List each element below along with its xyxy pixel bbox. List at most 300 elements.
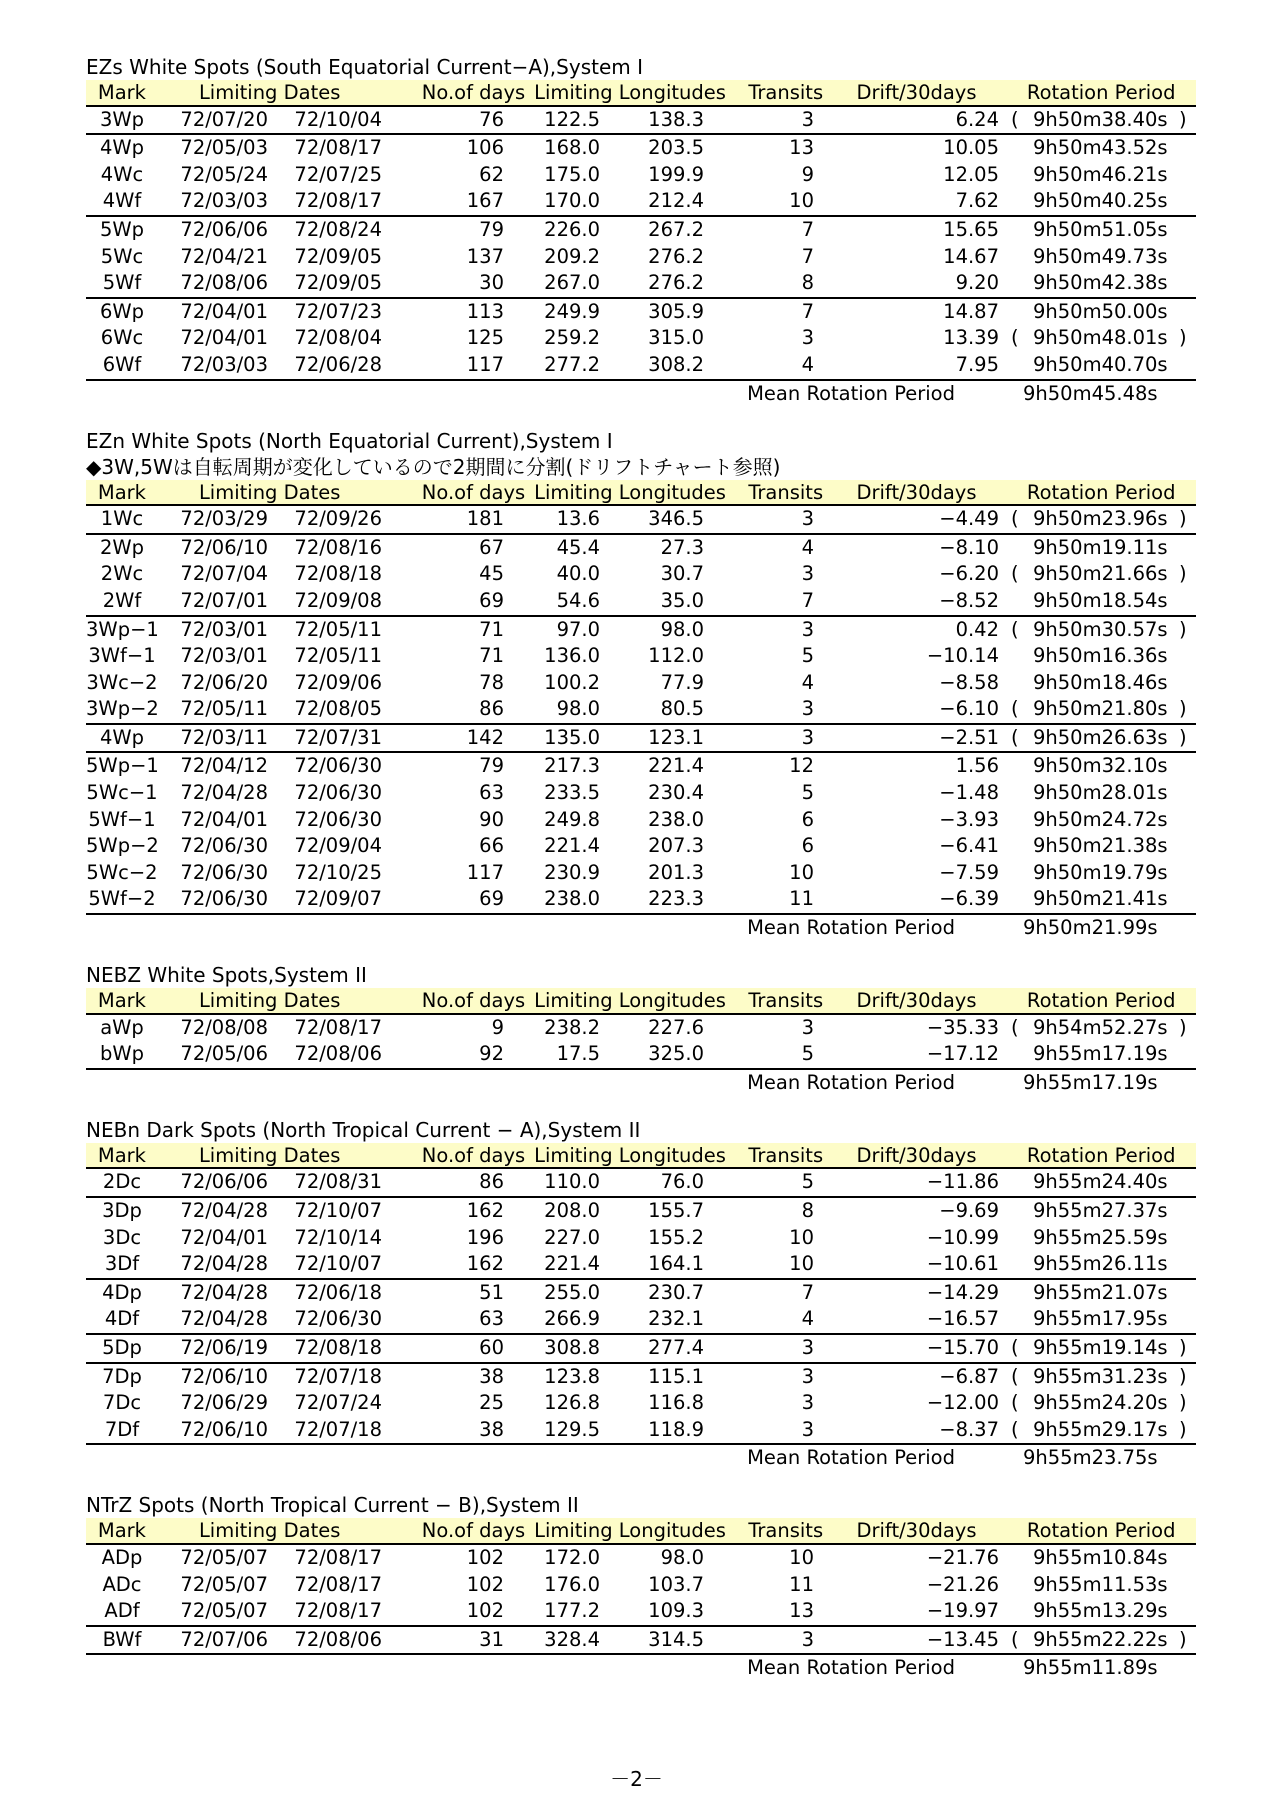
- cell-drift: 10.05: [943, 136, 999, 160]
- table-section: [86, 962, 1196, 1096]
- table-row: [86, 1362, 1196, 1391]
- table-row: [86, 107, 1196, 134]
- header-mark: Mark: [97, 480, 146, 504]
- cell-start-longitude: 221.4: [544, 834, 600, 858]
- cell-drift: −14.29: [926, 1280, 999, 1304]
- table-row: [86, 1417, 1196, 1446]
- cell-start-longitude: 259.2: [544, 326, 600, 350]
- cell-start-longitude: 110.0: [544, 1170, 600, 1194]
- mean-rotation-label: Mean Rotation Period: [747, 1656, 955, 1680]
- cell-mark: 3Wf−1: [88, 644, 156, 668]
- rotation-period-value: 9h55m11.53s: [1033, 1572, 1168, 1596]
- cell-start-date: 72/08/08: [180, 1015, 268, 1039]
- cell-start-date: 72/06/06: [180, 217, 268, 241]
- cell-days: 86: [479, 697, 504, 721]
- header-limiting-dates: Limiting Dates: [198, 81, 341, 104]
- rotation-period-value: 9h55m26.11s: [1033, 1252, 1168, 1276]
- header-limiting-dates: Limiting Dates: [198, 989, 341, 1013]
- cell-rotation-period: [999, 643, 1196, 670]
- cell-end-date: 72/06/30: [294, 1307, 382, 1331]
- section-title: NTrZ Spots (North Tropical Current − B),System II: [86, 1493, 579, 1518]
- header-drift: Drift/30days: [856, 1143, 977, 1167]
- cell-end-date: 72/08/06: [294, 1627, 382, 1651]
- cell-end-date: 72/09/06: [294, 670, 382, 694]
- paren-close: ): [1179, 507, 1187, 531]
- cell-mark: 3Dc: [102, 1225, 142, 1249]
- table-row: [86, 1625, 1196, 1656]
- paren-close: ): [1179, 725, 1187, 749]
- header-transits: Transits: [748, 1143, 824, 1167]
- cell-transits: 3: [801, 562, 814, 586]
- section-title: EZs White Spots (South Equatorial Current−A),System I: [86, 55, 644, 79]
- cell-days: 38: [479, 1364, 504, 1388]
- cell-days: 66: [479, 834, 504, 858]
- cell-drift: −10.14: [926, 644, 999, 668]
- paren-close: ): [1179, 1335, 1187, 1359]
- cell-mark: 6Wc: [100, 326, 144, 350]
- table-row: [86, 1598, 1196, 1625]
- cell-end-longitude: 230.7: [648, 1280, 704, 1304]
- cell-end-longitude: 276.2: [648, 244, 704, 268]
- cell-transits: 3: [801, 326, 814, 350]
- cell-start-longitude: 136.0: [544, 644, 600, 668]
- cell-transits: 13: [789, 136, 814, 160]
- cell-drift: −21.76: [926, 1545, 999, 1569]
- cell-start-date: 72/06/06: [180, 1170, 268, 1194]
- cell-rotation-period: [999, 1015, 1196, 1042]
- cell-days: 167: [466, 189, 504, 213]
- cell-end-longitude: 212.4: [648, 189, 704, 213]
- cell-start-longitude: 308.8: [544, 1335, 600, 1359]
- paren-open: (: [1011, 507, 1019, 531]
- cell-end-date: 72/08/17: [294, 1015, 382, 1039]
- cell-rotation-period: [999, 325, 1196, 352]
- header-rotation-period: Rotation Period: [1026, 81, 1176, 104]
- cell-start-longitude: 209.2: [544, 244, 600, 268]
- cell-days: 51: [479, 1280, 504, 1304]
- rotation-period-value: 9h50m43.52s: [1033, 136, 1168, 160]
- cell-transits: 13: [789, 1599, 814, 1623]
- rotation-period-value: 9h55m27.37s: [1033, 1199, 1168, 1222]
- cell-transits: 10: [789, 1545, 814, 1569]
- cell-start-longitude: 45.4: [556, 535, 600, 559]
- cell-mark: 4Wf: [102, 189, 142, 213]
- cell-mark: 7Dp: [102, 1364, 142, 1388]
- cell-end-longitude: 267.2: [648, 217, 704, 241]
- cell-transits: 5: [801, 1042, 814, 1066]
- cell-transits: 7: [801, 1280, 814, 1304]
- cell-end-longitude: 35.0: [660, 588, 704, 612]
- cell-start-longitude: 40.0: [556, 562, 600, 586]
- cell-end-longitude: 138.3: [648, 107, 704, 131]
- cell-rotation-period: [999, 696, 1196, 723]
- paren-close: ): [1179, 1364, 1187, 1388]
- cell-start-longitude: 249.8: [544, 807, 600, 831]
- mean-rotation-value: 9h55m11.89s: [1023, 1656, 1158, 1680]
- header-rotation-period: Rotation Period: [1026, 1143, 1176, 1167]
- cell-end-longitude: 118.9: [648, 1417, 704, 1441]
- cell-start-date: 72/05/07: [180, 1545, 268, 1569]
- header-no-of-days: No.of days: [421, 81, 526, 104]
- cell-mark: ADc: [102, 1572, 142, 1596]
- cell-end-date: 72/07/25: [294, 162, 382, 186]
- cell-transits: 11: [789, 887, 814, 911]
- cell-start-longitude: 122.5: [544, 107, 600, 131]
- cell-transits: 5: [801, 781, 814, 805]
- table-row: [86, 1251, 1196, 1278]
- table-row: [86, 615, 1196, 644]
- header-drift: Drift/30days: [856, 1519, 977, 1543]
- cell-rotation-period: [999, 1280, 1196, 1307]
- cell-end-date: 72/06/30: [294, 807, 382, 831]
- paren-open: (: [1011, 1335, 1019, 1359]
- cell-end-date: 72/09/07: [294, 887, 382, 911]
- cell-start-date: 72/05/11: [180, 697, 268, 721]
- header-mark: Mark: [97, 81, 146, 104]
- cell-transits: 7: [801, 299, 814, 323]
- cell-days: 196: [466, 1225, 504, 1249]
- cell-days: 78: [479, 670, 504, 694]
- cell-rotation-period: [999, 299, 1196, 326]
- cell-start-date: 72/07/06: [180, 1627, 268, 1651]
- cell-start-date: 72/05/07: [180, 1599, 268, 1623]
- cell-end-date: 72/08/18: [294, 1335, 382, 1359]
- header-no-of-days: No.of days: [421, 1143, 526, 1167]
- mean-rotation-row: [86, 381, 1196, 407]
- cell-end-longitude: 115.1: [648, 1364, 704, 1388]
- rotation-period-value: 9h55m21.07s: [1033, 1280, 1168, 1304]
- cell-end-date: 72/06/30: [294, 754, 382, 778]
- cell-drift: −6.20: [939, 562, 999, 586]
- header-limiting-longitudes: Limiting Longitudes: [534, 480, 726, 504]
- cell-drift: −12.00: [926, 1391, 999, 1415]
- cell-start-longitude: 255.0: [544, 1280, 600, 1304]
- cell-end-date: 72/05/11: [294, 617, 382, 641]
- table-row: [86, 751, 1196, 780]
- cell-end-date: 72/10/04: [294, 107, 382, 131]
- table-row: [86, 780, 1196, 807]
- table-section: [86, 54, 1196, 407]
- header-limiting-longitudes: Limiting Longitudes: [534, 1143, 726, 1167]
- cell-start-longitude: 100.2: [544, 670, 600, 694]
- mean-rotation-value: 9h50m21.99s: [1023, 916, 1158, 940]
- rotation-period-value: 9h50m19.11s: [1033, 535, 1168, 559]
- table-row: [86, 1545, 1196, 1572]
- cell-end-longitude: 98.0: [660, 1545, 704, 1569]
- cell-transits: 6: [801, 834, 814, 858]
- cell-mark: 3Wp: [99, 107, 145, 131]
- header-limiting-dates: Limiting Dates: [198, 480, 341, 504]
- cell-start-longitude: 126.8: [544, 1391, 600, 1415]
- cell-end-date: 72/07/31: [294, 725, 382, 749]
- cell-end-longitude: 103.7: [648, 1572, 704, 1596]
- header-limiting-dates: Limiting Dates: [198, 1519, 341, 1543]
- cell-drift: −1.48: [939, 781, 999, 805]
- cell-end-longitude: 325.0: [648, 1042, 704, 1066]
- table-row: [86, 886, 1196, 915]
- cell-mark: 5Wf−2: [88, 887, 156, 911]
- rotation-period-value: 9h55m10.84s: [1033, 1545, 1168, 1569]
- paren-open: (: [1011, 326, 1019, 350]
- cell-days: 69: [479, 887, 504, 911]
- cell-transits: 5: [801, 1170, 814, 1194]
- paren-open: (: [1011, 1015, 1019, 1039]
- cell-drift: −6.41: [939, 834, 999, 858]
- cell-end-longitude: 308.2: [648, 352, 704, 376]
- rotation-period-value: 9h50m26.63s: [1033, 725, 1168, 749]
- cell-drift: −8.52: [939, 588, 999, 612]
- section-title: NEBZ White Spots,System II: [86, 963, 367, 988]
- cell-mark: 6Wp: [99, 299, 145, 323]
- cell-start-longitude: 177.2: [544, 1599, 600, 1623]
- cell-transits: 9: [801, 162, 814, 186]
- header-mark: Mark: [97, 1519, 146, 1543]
- cell-drift: −8.10: [939, 535, 999, 559]
- cell-days: 106: [466, 136, 504, 160]
- cell-mark: 5Dp: [102, 1335, 142, 1359]
- table-row: [86, 807, 1196, 834]
- cell-mark: 2Wf: [102, 588, 142, 612]
- cell-drift: 0.42: [955, 617, 999, 641]
- cell-start-date: 72/04/01: [180, 1225, 268, 1249]
- cell-end-date: 72/08/05: [294, 697, 382, 721]
- header-rotation-period: Rotation Period: [1026, 1519, 1176, 1543]
- cell-days: 137: [466, 244, 504, 268]
- cell-mark: ADf: [104, 1599, 140, 1623]
- table-row: [86, 643, 1196, 670]
- rotation-period-value: 9h55m17.95s: [1033, 1307, 1168, 1331]
- table-row: [86, 723, 1196, 752]
- cell-end-longitude: 207.3: [648, 834, 704, 858]
- cell-start-date: 72/06/30: [180, 834, 268, 858]
- cell-rotation-period: [999, 1545, 1196, 1572]
- cell-mark: 2Dc: [102, 1170, 142, 1194]
- rotation-period-value: 9h55m25.59s: [1033, 1225, 1168, 1249]
- table-section: [86, 428, 1196, 942]
- cell-rotation-period: [999, 725, 1196, 752]
- paren-close: ): [1179, 326, 1187, 350]
- cell-start-date: 72/06/29: [180, 1391, 268, 1415]
- cell-drift: 1.56: [955, 754, 999, 778]
- table-header-row: [86, 1518, 1196, 1545]
- table-row: [86, 1169, 1196, 1196]
- cell-end-longitude: 230.4: [648, 781, 704, 805]
- cell-rotation-period: [999, 352, 1196, 379]
- cell-days: 102: [466, 1599, 504, 1623]
- cell-start-date: 72/06/10: [180, 535, 268, 559]
- cell-transits: 3: [801, 697, 814, 721]
- cell-mark: 5Wp: [99, 217, 145, 241]
- cell-transits: 3: [801, 725, 814, 749]
- header-no-of-days: No.of days: [421, 480, 526, 504]
- cell-start-longitude: 170.0: [544, 189, 600, 213]
- cell-start-longitude: 226.0: [544, 217, 600, 241]
- cell-rotation-period: [999, 244, 1196, 271]
- table-row: [86, 270, 1196, 297]
- rotation-period-value: 9h50m23.96s: [1033, 507, 1168, 531]
- cell-transits: 10: [789, 189, 814, 213]
- table-row: [86, 696, 1196, 723]
- cell-end-date: 72/08/17: [294, 136, 382, 160]
- rotation-period-value: 9h50m21.66s: [1033, 562, 1168, 586]
- cell-end-longitude: 227.6: [648, 1015, 704, 1039]
- cell-start-date: 72/04/28: [180, 1307, 268, 1331]
- cell-rotation-period: [999, 1335, 1196, 1362]
- cell-days: 71: [479, 617, 504, 641]
- cell-drift: −7.59: [939, 860, 999, 884]
- cell-drift: 7.62: [955, 189, 999, 213]
- cell-end-date: 72/09/04: [294, 834, 382, 858]
- rotation-period-value: 9h50m32.10s: [1033, 754, 1168, 778]
- cell-rotation-period: [999, 617, 1196, 644]
- header-transits: Transits: [748, 81, 824, 104]
- cell-days: 162: [466, 1252, 504, 1276]
- table-row: [86, 860, 1196, 887]
- cell-mark: 5Wp−2: [86, 834, 159, 858]
- rotation-period-value: 9h50m21.38s: [1033, 834, 1168, 858]
- cell-start-longitude: 238.2: [544, 1015, 600, 1039]
- cell-start-longitude: 13.6: [556, 507, 600, 531]
- rotation-period-value: 9h55m22.22s: [1033, 1627, 1168, 1651]
- cell-mark: 3Df: [104, 1252, 140, 1276]
- table-row: [86, 1306, 1196, 1333]
- cell-days: 45: [479, 562, 504, 586]
- cell-start-date: 72/06/10: [180, 1364, 268, 1388]
- header-no-of-days: No.of days: [421, 989, 526, 1013]
- cell-days: 60: [479, 1335, 504, 1359]
- cell-mark: 4Wc: [100, 162, 144, 186]
- cell-mark: 3Dp: [102, 1199, 142, 1222]
- cell-start-longitude: 233.5: [544, 781, 600, 805]
- cell-rotation-period: [999, 1041, 1196, 1068]
- cell-days: 117: [466, 352, 504, 376]
- cell-start-date: 72/06/20: [180, 670, 268, 694]
- cell-end-longitude: 123.1: [648, 725, 704, 749]
- cell-mark: 5Wf: [102, 271, 142, 295]
- cell-rotation-period: [999, 107, 1196, 134]
- table-row: [86, 1225, 1196, 1252]
- cell-end-longitude: 116.8: [648, 1391, 704, 1415]
- cell-rotation-period: [999, 807, 1196, 834]
- table-row: [86, 1278, 1196, 1307]
- cell-start-date: 72/06/30: [180, 887, 268, 911]
- cell-transits: 3: [801, 1015, 814, 1039]
- cell-rotation-period: [999, 1225, 1196, 1252]
- table-row: [86, 506, 1196, 533]
- cell-start-longitude: 221.4: [544, 1252, 600, 1276]
- cell-end-longitude: 76.0: [660, 1170, 704, 1194]
- paren-close: ): [1179, 697, 1187, 721]
- header-limiting-longitudes: Limiting Longitudes: [534, 1519, 726, 1543]
- cell-days: 102: [466, 1572, 504, 1596]
- cell-mark: 4Wp: [99, 136, 145, 160]
- cell-days: 125: [466, 326, 504, 350]
- cell-transits: 7: [801, 217, 814, 241]
- cell-mark: bWp: [99, 1042, 145, 1066]
- cell-rotation-period: [999, 1169, 1196, 1196]
- cell-start-date: 72/04/01: [180, 807, 268, 831]
- cell-start-longitude: 227.0: [544, 1225, 600, 1249]
- cell-end-longitude: 232.1: [648, 1307, 704, 1331]
- cell-mark: 2Wp: [99, 535, 145, 559]
- rotation-period-value: 9h55m19.14s: [1033, 1335, 1168, 1359]
- table-row: [86, 188, 1196, 215]
- paren-close: ): [1179, 1015, 1187, 1039]
- cell-start-longitude: 98.0: [556, 697, 600, 721]
- cell-rotation-period: [999, 1390, 1196, 1417]
- cell-mark: 4Df: [104, 1307, 140, 1331]
- cell-rotation-period: [999, 1572, 1196, 1599]
- cell-transits: 3: [801, 1335, 814, 1359]
- section-note: ◆3W,5Wは自転周期が変化しているので2期間に分割(ドリフトチャート参照): [86, 454, 781, 479]
- cell-start-longitude: 238.0: [544, 887, 600, 911]
- rotation-period-value: 9h50m40.25s: [1033, 189, 1168, 213]
- cell-mark: 4Dp: [102, 1280, 142, 1304]
- cell-start-date: 72/03/29: [180, 507, 268, 531]
- cell-drift: −8.37: [939, 1417, 999, 1441]
- rotation-period-value: 9h50m18.46s: [1033, 670, 1168, 694]
- table-row: [86, 670, 1196, 697]
- cell-end-longitude: 27.3: [660, 535, 704, 559]
- table-header-row: [86, 988, 1196, 1015]
- cell-end-longitude: 314.5: [648, 1627, 704, 1651]
- cell-end-longitude: 80.5: [660, 697, 704, 721]
- cell-start-date: 72/06/10: [180, 1417, 268, 1441]
- section-title: NEBn Dark Spots (North Tropical Current − A),System II: [86, 1117, 641, 1142]
- cell-mark: aWp: [100, 1015, 144, 1039]
- cell-rotation-period: [999, 1417, 1196, 1444]
- cell-drift: −10.99: [926, 1225, 999, 1249]
- cell-rotation-period: [999, 833, 1196, 860]
- header-rotation-period: Rotation Period: [1026, 480, 1176, 504]
- cell-start-longitude: 129.5: [544, 1417, 600, 1441]
- cell-mark: 2Wc: [100, 562, 144, 586]
- cell-days: 79: [479, 754, 504, 778]
- cell-days: 31: [479, 1627, 504, 1651]
- cell-end-longitude: 238.0: [648, 807, 704, 831]
- table-row: [86, 1333, 1196, 1362]
- cell-transits: 10: [789, 1225, 814, 1249]
- header-mark: Mark: [97, 1143, 146, 1167]
- paren-open: (: [1011, 697, 1019, 721]
- cell-rotation-period: [999, 535, 1196, 562]
- cell-mark: 3Wp−2: [86, 697, 159, 721]
- cell-start-date: 72/03/03: [180, 189, 268, 213]
- table-row: [86, 133, 1196, 162]
- header-transits: Transits: [748, 989, 824, 1013]
- cell-transits: 12: [789, 754, 814, 778]
- header-transits: Transits: [748, 1519, 824, 1543]
- cell-drift: −2.51: [939, 725, 999, 749]
- rotation-period-value: 9h50m40.70s: [1033, 352, 1168, 376]
- cell-days: 9: [491, 1015, 504, 1039]
- cell-end-longitude: 199.9: [648, 162, 704, 186]
- cell-drift: −8.58: [939, 670, 999, 694]
- cell-end-longitude: 346.5: [648, 507, 704, 531]
- cell-start-longitude: 97.0: [556, 617, 600, 641]
- rotation-period-value: 9h50m50.00s: [1033, 299, 1168, 323]
- cell-end-longitude: 315.0: [648, 326, 704, 350]
- paren-close: ): [1179, 1627, 1187, 1651]
- rotation-period-value: 9h50m16.36s: [1033, 644, 1168, 668]
- cell-rotation-period: [999, 588, 1196, 615]
- mean-rotation-row: [86, 1445, 1196, 1471]
- cell-transits: 11: [789, 1572, 814, 1596]
- cell-days: 90: [479, 807, 504, 831]
- cell-drift: −9.69: [939, 1199, 999, 1222]
- cell-drift: −21.26: [926, 1572, 999, 1596]
- cell-drift: −13.45: [926, 1627, 999, 1651]
